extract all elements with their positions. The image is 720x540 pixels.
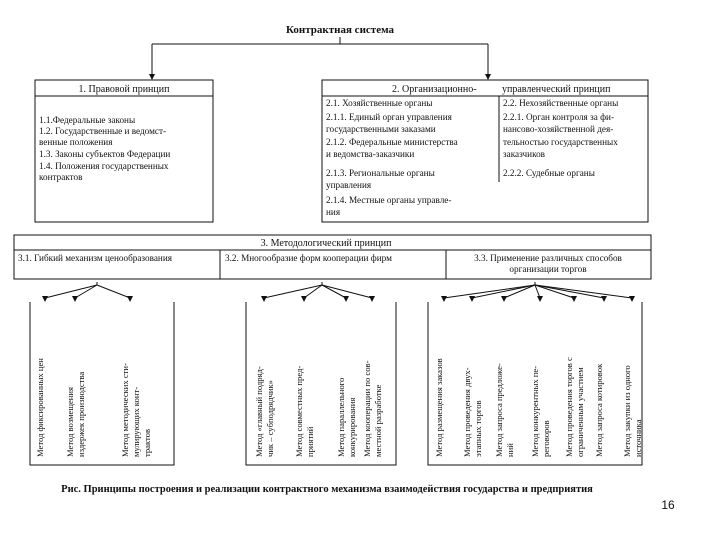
legal-item: контрактов <box>39 172 83 182</box>
org-left-item: 2.1.2. Федеральные министерства <box>326 137 458 147</box>
method-label: приятий <box>305 426 315 457</box>
method-sub-cooperation: 3.2. Многообразие форм кооперации фирм <box>225 253 392 263</box>
org-left-item: 2.1.1. Единый орган управления <box>326 112 452 122</box>
method-label: Метод запроса котировок <box>594 363 604 457</box>
org-right-item: тельностью государственных <box>503 137 618 147</box>
method-label: ний <box>505 443 515 457</box>
legal-principle-box <box>35 80 213 222</box>
method-column <box>35 358 45 457</box>
legal-principle-header: 1. Правовой принцип <box>78 84 170 95</box>
method-column <box>434 358 444 457</box>
org-principle-box <box>322 80 648 222</box>
method-column <box>564 357 585 457</box>
method-label: Метод закупки из одного <box>622 365 632 457</box>
fan-line <box>75 285 97 298</box>
org-left-item: и ведомства-заказчики <box>326 149 415 159</box>
method-label: Метод размещения заказов <box>434 358 444 457</box>
fan-arrowhead <box>601 296 607 302</box>
method-label: Метод методических сти- <box>120 363 130 457</box>
legal-item: 1.3. Законы субъектов Федерации <box>39 149 171 159</box>
method-label: мулирующих конт- <box>131 386 141 457</box>
fan-arrowhead <box>571 296 577 302</box>
method-label: Метод проведения двух- <box>462 367 472 457</box>
fan-line <box>535 285 632 298</box>
org-right-item: заказчиков <box>503 149 546 159</box>
fan-line <box>322 285 346 298</box>
fan-arrowhead <box>369 296 375 302</box>
fan-arrowhead <box>537 296 543 302</box>
method-label: реговоров <box>541 420 551 457</box>
method-header: 3. Методологический принцип <box>260 238 392 249</box>
fan-arrowhead <box>501 296 507 302</box>
method-columns <box>30 302 643 465</box>
method-column <box>362 360 383 457</box>
org-right-item: 2.2.1. Орган контроля за фи- <box>503 112 614 122</box>
org-header-right: управленческий принцип <box>502 84 611 95</box>
figure-caption: Рис. Принципы построения и реализации контрактного механизма взаимодействия государства и предприятия <box>61 484 593 495</box>
org-left-item: 2.1.3. Региональные органы <box>326 168 435 178</box>
method-label: Метод параллельного <box>336 377 346 457</box>
method-label: конкурирования <box>347 397 357 457</box>
method-column <box>462 367 483 457</box>
method-column <box>494 363 515 457</box>
fan-arrowhead <box>261 296 267 302</box>
method-column <box>120 363 152 457</box>
org-header-left: 2. Организационно- <box>392 84 477 95</box>
legal-item: 1.1.Федеральные законы <box>39 115 136 125</box>
fan-arrowhead <box>301 296 307 302</box>
org-left-item: 2.1. Хозяйственные органы <box>326 98 433 108</box>
org-left-item: управления <box>326 180 372 190</box>
method-sub-tenders: 3.3. Применение различных способов <box>474 253 622 263</box>
method-label: Метод запроса предложе- <box>494 363 504 457</box>
method-column <box>65 372 86 457</box>
method-label: Метод фиксированных цен <box>35 358 45 457</box>
method-column <box>622 365 643 457</box>
method-label: Метод «главный подряд- <box>254 366 264 457</box>
method-label: чик – субподрядчик» <box>265 380 275 457</box>
method-principle-box <box>14 235 651 279</box>
method-label: Метод совместных пред- <box>294 365 304 457</box>
method-column <box>336 378 357 457</box>
method-label: трактов <box>142 428 152 457</box>
fan-arrowhead <box>127 296 133 302</box>
diagram-title: Контрактная система <box>285 24 395 36</box>
page-number: 16 <box>661 498 675 512</box>
org-left-item: государственными заказами <box>326 124 436 134</box>
title-connector <box>149 37 491 80</box>
method-label: Метод конкурентных пе- <box>530 365 540 457</box>
org-left-item: 2.1.4. Местные органы управле- <box>326 195 452 205</box>
org-right-item: 2.2. Нехозяйственные органы <box>503 98 619 108</box>
method-column <box>294 366 315 457</box>
fan-arrowhead <box>441 296 447 302</box>
legal-item: венные положения <box>39 137 113 147</box>
org-right-item: нансово-хозяйственной дея- <box>503 124 614 134</box>
method-label: Метод возмещения <box>65 387 75 457</box>
fan-arrowhead <box>42 296 48 302</box>
method-label: местной разработке <box>373 384 383 457</box>
method-label: источника <box>633 419 643 457</box>
fan-arrowhead <box>343 296 349 302</box>
org-right-item: 2.2.2. Судебные органы <box>503 168 595 178</box>
method-label: этапных торгов <box>473 400 483 457</box>
org-left-item: ния <box>326 207 341 217</box>
legal-item: 1.2. Государственные и ведомст- <box>39 126 167 136</box>
method-label: издержек производства <box>76 371 86 457</box>
group1-bracket <box>30 302 174 465</box>
method-label: Метод проведения торгов с <box>564 357 574 457</box>
fan-line <box>97 285 130 298</box>
method-sub-tenders-cont: организации торгов <box>509 264 587 274</box>
method-label: Метод кооперации по сов- <box>362 360 372 457</box>
fan-arrowhead <box>629 296 635 302</box>
method-column <box>530 366 551 457</box>
method-column <box>594 363 604 457</box>
legal-item: 1.4. Положения государственных <box>39 161 169 171</box>
fan-arrowhead <box>72 296 78 302</box>
method-label: ограниченным участием <box>575 367 585 457</box>
fan-line <box>45 285 97 298</box>
method-sub-pricing: 3.1. Гибкий механизм ценообразования <box>18 253 172 263</box>
fan-arrowhead <box>469 296 475 302</box>
fan-line <box>444 285 535 298</box>
fan-connectors <box>42 282 635 302</box>
method-column <box>254 366 275 457</box>
